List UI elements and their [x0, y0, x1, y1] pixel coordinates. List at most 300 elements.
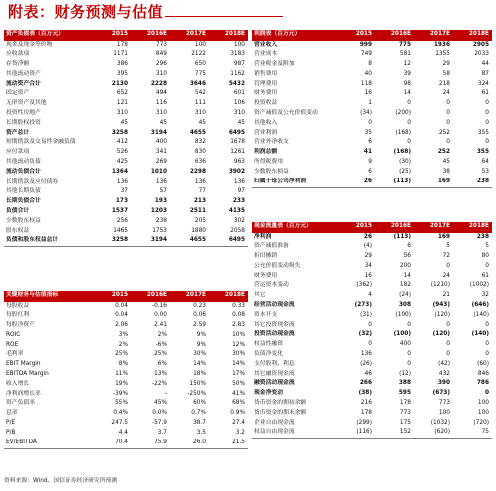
cell-value: 121: [116, 100, 128, 107]
year-header: 2016E: [375, 222, 414, 233]
year-header: 2017E: [170, 30, 209, 41]
cell-value: 0: [485, 139, 489, 146]
cell-value: (140): [473, 311, 489, 318]
balance-sheet-table: [4, 30, 248, 247]
cell-value: 247.5: [111, 420, 128, 427]
cell-value: 0: [485, 321, 489, 328]
row-label: 其他长期负债: [6, 188, 41, 195]
cell-value: 0.0%: [152, 410, 167, 417]
table-header-row: [252, 30, 492, 41]
table-row: [252, 350, 492, 360]
cell-value: 775: [398, 41, 411, 48]
row-label: 负债合计: [6, 208, 30, 215]
cell-value: 388: [398, 380, 411, 387]
table-row: [252, 109, 492, 119]
table-row: [252, 50, 492, 60]
cell-value: 106: [233, 100, 245, 107]
cell-value: 61: [481, 272, 489, 279]
table-row: [252, 389, 492, 399]
cell-value: 0: [485, 351, 489, 358]
cell-value: 17%: [232, 371, 245, 378]
cell-value: 233: [232, 198, 245, 205]
row-label: 财务费用: [254, 90, 278, 97]
cell-value: 45: [442, 159, 450, 166]
row-label: 少数股东损益: [254, 168, 289, 175]
cell-value: (116): [336, 428, 375, 438]
cell-value: (113): [375, 178, 414, 188]
cell-value: 3183: [230, 51, 245, 58]
table-row: [4, 168, 248, 178]
cell-value: 1: [368, 100, 372, 107]
cell-value: 5: [485, 243, 489, 250]
row-label: EV/EBITDA: [4, 439, 92, 449]
table-row: [4, 390, 248, 400]
cell-value: (100): [393, 331, 411, 338]
cell-value: 80: [481, 253, 489, 260]
year-header: 2018E: [453, 30, 492, 41]
row-label: 货币资金的期初余额: [254, 400, 307, 407]
row-label: 货币资金的期末余额: [254, 409, 307, 416]
cell-value: 14%: [193, 361, 206, 368]
row-label: 毛利率: [6, 351, 24, 358]
cell-value: 256: [116, 217, 128, 224]
cell-value: 2%: [118, 341, 128, 348]
cell-value: 8%: [118, 361, 128, 368]
table-row: [4, 236, 248, 246]
cell-value: 44: [481, 61, 489, 68]
table-row: [252, 379, 492, 389]
cell-value: (1210): [430, 282, 450, 289]
cell-value: 21.5: [209, 439, 248, 449]
cell-value: 40: [364, 70, 372, 77]
cell-value: 30%: [193, 351, 206, 358]
year-header: 2018E: [209, 30, 248, 41]
cell-value: 21: [442, 292, 450, 299]
cell-value: 749: [360, 51, 372, 58]
year-header: 2016E: [375, 30, 414, 41]
cell-value: 2130: [111, 80, 128, 87]
table-row: [4, 80, 248, 90]
table-header-title: 利润表（百万元）: [252, 30, 336, 41]
cell-value: 4135: [228, 208, 245, 215]
cell-value: (32): [358, 331, 372, 338]
cell-value: -: [164, 390, 167, 397]
cell-value: 98: [403, 80, 411, 87]
table-row: [252, 99, 492, 109]
table-row: [4, 50, 248, 60]
cell-value: 4655: [170, 236, 209, 246]
table-row: [252, 291, 492, 301]
cell-value: 1678: [230, 139, 245, 146]
cell-value: 0: [407, 139, 411, 146]
table-row: [252, 41, 492, 51]
table-row: [252, 399, 492, 409]
cell-value: 0.00: [154, 312, 167, 319]
cell-value: 3.5: [196, 429, 206, 436]
row-label: 无形资产及其他: [6, 100, 47, 107]
cell-value: 29: [364, 253, 372, 260]
row-label: 投资性房地产: [6, 110, 41, 117]
row-label: 短期借款及交易性金融负债: [6, 139, 76, 146]
cell-value: 111: [194, 100, 206, 107]
cell-value: (1032): [430, 419, 450, 426]
cell-value: 97: [237, 188, 245, 195]
cell-value: 846: [477, 370, 489, 377]
cell-value: 6: [407, 243, 411, 250]
cell-value: 5432: [228, 80, 245, 87]
cell-value: 0.9%: [230, 410, 245, 417]
cell-value: 0: [446, 321, 450, 328]
year-header: 2017E: [170, 291, 209, 302]
table-row: [252, 158, 492, 168]
cell-value: (120): [434, 311, 450, 318]
cell-value: 150%: [189, 380, 206, 387]
row-label: 管理费用: [254, 80, 278, 87]
table-row: [4, 331, 248, 341]
table-header-row: [4, 291, 248, 302]
cell-value: 786: [476, 380, 489, 387]
cell-value: 2.83: [232, 322, 245, 329]
cell-value: 773: [155, 41, 167, 48]
row-label: 资产减值准备: [254, 243, 289, 250]
cell-value: 238: [453, 178, 492, 188]
table-row: [252, 428, 492, 438]
cell-value: 136: [360, 351, 372, 358]
year-header: 2015: [92, 291, 131, 302]
table-row: [252, 301, 492, 311]
row-label: 现金净变动: [254, 390, 283, 397]
table-row: [4, 138, 248, 148]
cell-value: 0: [446, 139, 450, 146]
table-row: [252, 272, 492, 282]
cell-value: (1002): [469, 282, 489, 289]
table-row: [4, 129, 248, 139]
cell-value: 0: [407, 100, 411, 107]
cell-value: (113): [393, 233, 411, 240]
table-row: [4, 341, 248, 351]
row-label: 净利润增长率: [6, 390, 41, 397]
table-row: [252, 370, 492, 380]
cell-value: 308: [398, 302, 411, 309]
cell-value: 310: [194, 110, 206, 117]
cell-value: 12%: [232, 341, 245, 348]
page-title: 附表：财务预测与估值: [8, 5, 283, 20]
row-label: 公允价值变动损失: [254, 262, 301, 269]
year-header: 2016E: [131, 30, 170, 41]
cell-value: 3.2: [235, 429, 245, 436]
cell-value: (362): [356, 282, 372, 289]
cell-value: 425: [116, 159, 128, 166]
cell-value: 0.4%: [113, 410, 128, 417]
cell-value: 87: [481, 70, 489, 77]
row-label: 营运资本变动: [254, 282, 289, 289]
cell-value: 650: [194, 61, 206, 68]
cell-value: 72: [442, 253, 450, 260]
cell-value: 0: [368, 119, 372, 126]
cell-value: 0: [446, 119, 450, 126]
cell-value: 266: [359, 380, 372, 387]
income-statement-table: [252, 30, 492, 188]
cell-value: 30%: [232, 351, 245, 358]
cell-value: (25): [399, 168, 411, 175]
row-label: 融资活动现金流: [254, 380, 295, 387]
cell-value: 526: [116, 149, 128, 156]
table-row: [4, 419, 248, 429]
cell-value: 390: [437, 380, 450, 387]
row-label: 销售费用: [254, 70, 278, 77]
cell-value: 41%: [232, 390, 245, 397]
cell-value: 14: [403, 272, 411, 279]
cell-value: 0: [485, 119, 489, 126]
cell-value: 0: [446, 262, 450, 269]
cell-value: 1364: [111, 168, 128, 175]
cell-value: 849: [155, 51, 167, 58]
cell-value: -6%: [155, 341, 167, 348]
row-label: 负债净变化: [254, 351, 283, 358]
cell-value: 41: [363, 149, 372, 156]
cell-value: 205: [194, 217, 206, 224]
row-label: 少数股东权益: [6, 217, 41, 224]
cell-value: 0: [407, 321, 411, 328]
cell-value: -39%: [113, 390, 128, 397]
cell-value: 652: [116, 90, 128, 97]
cell-value: 9%: [196, 341, 206, 348]
table-row: [4, 399, 248, 409]
cell-value: 1203: [150, 208, 167, 215]
cell-value: 216: [360, 400, 372, 407]
table-header-row: [4, 30, 248, 41]
table-row: [4, 70, 248, 80]
row-label: 流动资产合计: [6, 80, 41, 87]
year-header: 2016E: [131, 291, 170, 302]
table-row: [4, 89, 248, 99]
cell-value: 178: [116, 41, 128, 48]
cell-value: 2033: [474, 51, 489, 58]
row-label: 资产总计: [6, 129, 30, 136]
cell-value: 0.08: [232, 312, 245, 319]
cell-value: 0: [446, 351, 450, 358]
cell-value: 296: [155, 61, 167, 68]
row-label: 长期借款及应付债券: [6, 178, 59, 185]
year-header: 2018E: [453, 222, 492, 233]
cell-value: 2058: [230, 227, 245, 234]
table-row: [252, 168, 492, 178]
cell-value: 310: [233, 110, 245, 117]
cell-value: 0: [407, 351, 411, 358]
cell-value: 24: [442, 272, 450, 279]
source-note: 资料来源：Wind、国信证券经济研究所预测: [4, 478, 118, 484]
cell-value: -0.16: [152, 302, 167, 309]
table-row: [252, 262, 492, 272]
year-header: 2015: [336, 30, 375, 41]
cell-value: 581: [399, 51, 411, 58]
cell-value: 100: [477, 409, 489, 416]
cell-value: (673): [432, 390, 450, 397]
row-label: 营业成本: [254, 51, 278, 58]
row-label: 资本开支: [254, 311, 278, 318]
row-label: 折旧摊销: [254, 253, 278, 260]
table-row: [4, 99, 248, 109]
year-header: 2018E: [209, 291, 248, 302]
cell-value: (646): [471, 302, 489, 309]
cell-value: 2228: [150, 80, 167, 87]
table-row: [4, 197, 248, 207]
row-label: 长期股权投资: [6, 119, 41, 126]
table-row: [252, 129, 492, 139]
cell-value: 1355: [435, 51, 450, 58]
table-header-title: 资产负债表（百万元）: [4, 30, 92, 41]
table-row: [252, 330, 492, 340]
row-label: 收入增长: [6, 380, 30, 387]
cell-value: 302: [233, 217, 245, 224]
cell-value: 830: [194, 149, 206, 156]
table-row: [4, 109, 248, 119]
row-label: 支付股利、利息: [254, 360, 295, 367]
cell-value: 37: [120, 188, 128, 195]
cell-value: 50%: [232, 380, 245, 387]
cell-value: (120): [432, 331, 450, 338]
cell-value: (299): [356, 419, 372, 426]
cell-value: 412: [116, 139, 128, 146]
row-label: 投资收益: [254, 100, 278, 107]
cell-value: 35: [364, 129, 372, 136]
table-row: [4, 360, 248, 370]
cell-value: 213: [193, 198, 206, 205]
table-row: [252, 419, 492, 429]
cell-value: 100: [438, 409, 450, 416]
cell-value: 77: [198, 188, 206, 195]
cell-value: 2905: [472, 41, 489, 48]
cell-value: 0: [485, 110, 489, 117]
cell-value: 75: [453, 428, 492, 438]
row-label: 营业税金及附加: [254, 61, 295, 68]
table-row: [4, 321, 248, 331]
cell-value: 395: [116, 70, 128, 77]
cell-value: 341: [155, 149, 167, 156]
cell-value: 2%: [157, 331, 167, 338]
row-label: ROE: [6, 341, 19, 348]
cell-value: 4: [368, 292, 372, 299]
cell-value: (943): [432, 302, 450, 309]
cell-value: 175: [399, 419, 411, 426]
cell-value: 252: [437, 149, 450, 156]
cell-value: 0: [407, 119, 411, 126]
table-row: [252, 252, 492, 262]
cell-value: (31): [360, 311, 372, 318]
cell-value: 0.04: [115, 312, 128, 319]
cell-value: 14: [403, 90, 411, 97]
table-row: [4, 302, 248, 312]
row-label: 归属于母公司净利润: [252, 178, 336, 188]
cell-value: 601: [233, 90, 245, 97]
cell-value: 193: [154, 198, 167, 205]
table-row: [4, 311, 248, 321]
cell-value: 963: [233, 159, 245, 166]
cell-value: 0.23: [193, 302, 206, 309]
year-header: 2017E: [414, 30, 453, 41]
row-label: 其它融资现金流: [254, 370, 295, 377]
table-row: [4, 380, 248, 390]
cell-value: 136: [233, 178, 245, 185]
table-row: [4, 429, 248, 439]
cell-value: 2.59: [193, 322, 206, 329]
table-row: [4, 350, 248, 360]
year-header: 2015: [92, 30, 131, 41]
cell-value: 0: [446, 110, 450, 117]
cell-value: 53: [481, 168, 489, 175]
cell-value: 0.04: [115, 302, 128, 309]
cell-value: (60): [477, 360, 489, 367]
table-row: [252, 242, 492, 252]
row-label: 营业外净收支: [254, 139, 289, 146]
cell-value: 100: [477, 400, 489, 407]
cell-value: 11%: [115, 371, 128, 378]
cell-value: 1010: [150, 168, 167, 175]
cell-value: -250%: [187, 390, 206, 397]
cell-value: 832: [194, 139, 206, 146]
cell-value: 16: [364, 272, 372, 279]
cell-value: 6%: [157, 361, 167, 368]
row-label: 其他收入: [254, 119, 278, 126]
cell-value: 178: [399, 400, 411, 407]
row-label: 其它: [254, 292, 266, 299]
row-label: 其他流动负债: [6, 159, 41, 166]
table-row: [252, 138, 492, 148]
row-label: 所得税费用: [254, 159, 283, 166]
row-label: 流动负债合计: [6, 168, 41, 175]
row-label: P/B: [6, 429, 16, 436]
cell-value: 24: [442, 90, 450, 97]
cell-value: 773: [399, 409, 411, 416]
cell-value: 3194: [131, 236, 170, 246]
row-label: 现金及现金等价物: [6, 41, 53, 48]
cell-value: (720): [473, 419, 489, 426]
table-row: [252, 321, 492, 331]
row-label: 权益性融资: [254, 341, 283, 348]
cell-value: 19%: [115, 380, 128, 387]
cell-value: 3646: [189, 80, 206, 87]
table-row: [4, 439, 248, 449]
cell-value: 4.4: [118, 429, 128, 436]
table-row: [4, 119, 248, 129]
cell-value: 355: [477, 129, 489, 136]
cash-flow-table: [252, 222, 492, 439]
cell-value: 64: [481, 159, 489, 166]
cell-value: 3194: [150, 129, 167, 136]
row-label: 营业收入: [254, 41, 278, 48]
row-label: 财务费用: [254, 272, 278, 279]
cell-value: 182: [399, 282, 411, 289]
row-label: 资产减值及公允价值变动: [254, 110, 318, 117]
cell-value: 4655: [189, 129, 206, 136]
cell-value: 9%: [196, 331, 206, 338]
cell-value: 8: [368, 61, 372, 68]
row-label: P/E: [6, 420, 16, 427]
table-row: [252, 311, 492, 321]
table-row: [252, 340, 492, 350]
cell-value: 238: [155, 217, 167, 224]
cell-value: 987: [233, 61, 245, 68]
table-row: [4, 158, 248, 168]
cell-value: 386: [116, 61, 128, 68]
cell-value: 45: [198, 119, 206, 126]
row-label: EBITDA Margin: [6, 371, 49, 378]
table-row: [4, 409, 248, 419]
cell-value: 2.06: [115, 322, 128, 329]
table-row: [252, 60, 492, 70]
table-row: [252, 70, 492, 80]
row-label: 其它投资现金流: [254, 321, 295, 328]
